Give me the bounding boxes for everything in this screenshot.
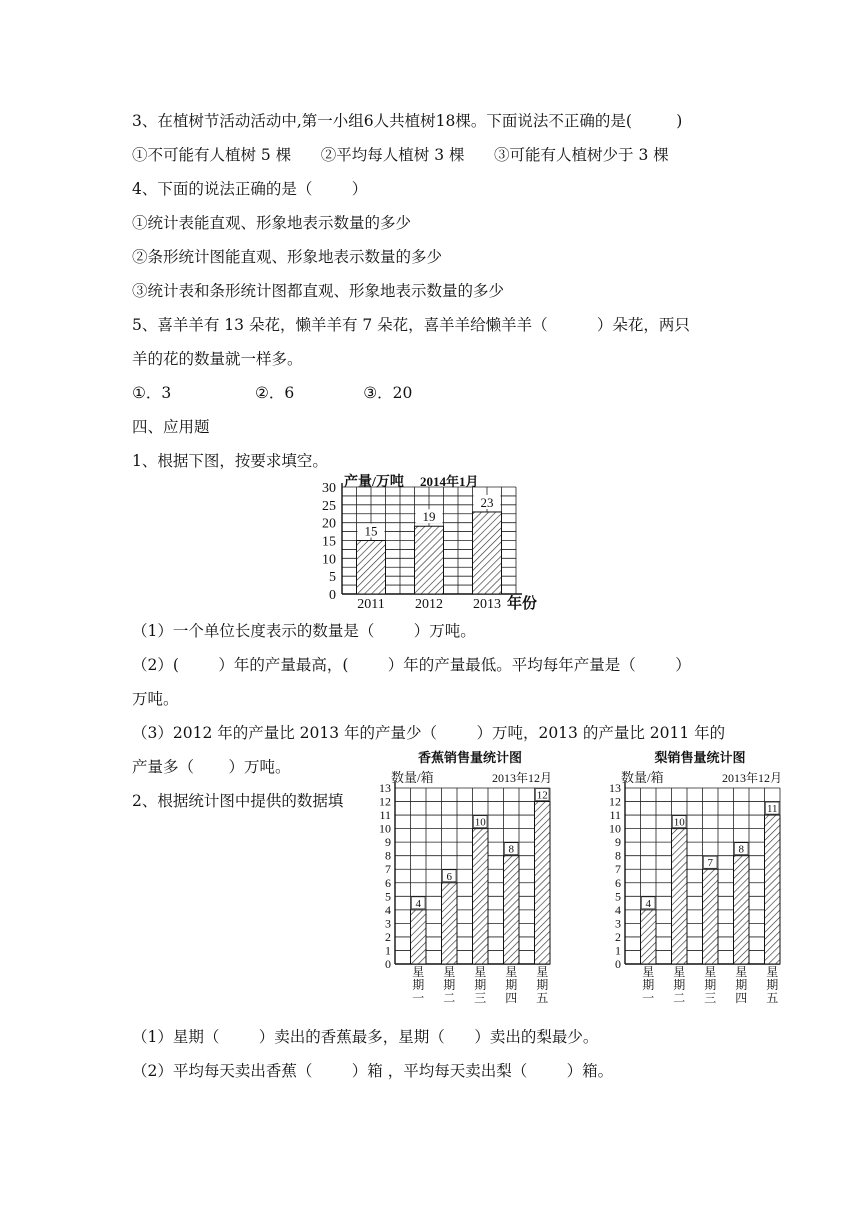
y-tick-label: 4 (615, 902, 621, 917)
banana-sales-chart (365, 748, 585, 1018)
y-axis-label: 数量/箱 (391, 770, 434, 785)
x-tick-label: 2012 (415, 597, 443, 612)
y-tick-label: 11 (609, 808, 621, 823)
bar (672, 829, 688, 964)
y-tick-label: 6 (615, 875, 621, 890)
app1-question-3-line-1: （3）2012 年的产量比 2013 年的产量少（ ）万吨，2013 的产量比 2011 年的 (132, 724, 726, 742)
x-tick-label: 星期一 (642, 965, 655, 1005)
bar (357, 541, 386, 595)
app1-stem: 1、根据下图，按要求填空。 (132, 452, 328, 470)
bar (765, 815, 781, 964)
y-tick-label: 6 (385, 875, 391, 890)
y-tick-label: 8 (385, 848, 391, 863)
y-tick-label: 0 (329, 588, 336, 603)
y-tick-label: 5 (615, 889, 621, 904)
q3-stem: 3、在植树节活动活动中,第一小组6人共植树18棵。下面说法不正确的是( ) (132, 112, 683, 130)
data-label: 6 (446, 870, 452, 883)
x-tick-label: 星期四 (735, 965, 748, 1005)
q4-option-3: ③统计表和条形统计图都直观、形象地表示数量的多少 (132, 282, 505, 300)
x-tick-label: 星期三 (704, 965, 717, 1005)
x-tick-label: 2013 (473, 597, 501, 612)
bar (504, 856, 520, 964)
bar (641, 910, 657, 964)
production-bar-chart (300, 474, 540, 614)
bar (415, 526, 444, 594)
y-tick-label: 7 (385, 862, 391, 877)
x-tick-label: 星期三 (474, 965, 487, 1005)
y-tick-label: 10 (322, 552, 336, 568)
y-axis-label: 数量/箱 (621, 770, 664, 785)
y-tick-label: 1 (385, 943, 391, 958)
bar (442, 883, 458, 964)
chart-title: 梨销售量统计图 (654, 750, 746, 765)
y-tick-label: 5 (385, 889, 391, 904)
x-tick-label: 星期五 (766, 965, 779, 1005)
chart-date: 2013年12月 (491, 771, 552, 785)
x-tick-label: 2011 (357, 597, 385, 612)
q3-options: ①不可能有人植树 5 棵 ②平均每人植树 3 棵 ③可能有人植树少于 3 棵 (132, 146, 669, 164)
pear-sales-chart (595, 748, 815, 1018)
bar (473, 829, 489, 964)
y-tick-label: 4 (385, 902, 391, 917)
data-label: 4 (645, 897, 651, 910)
data-label: 12 (536, 789, 548, 802)
y-tick-label: 8 (615, 848, 621, 863)
y-tick-label: 15 (322, 534, 336, 550)
data-label: 10 (673, 816, 685, 829)
y-tick-label: 20 (322, 516, 336, 532)
y-tick-label: 30 (322, 481, 336, 496)
app2-question-2: （2）平均每天卖出香蕉（ ）箱 ，平均每天卖出梨（ ）箱。 (132, 1062, 614, 1080)
q5-stem-line-2: 羊的花的数量就一样多。 (132, 350, 303, 368)
y-tick-label: 10 (609, 821, 621, 836)
y-tick-label: 13 (379, 781, 391, 795)
y-tick-label: 9 (615, 835, 621, 850)
bar (411, 910, 427, 964)
x-tick-label: 星期五 (536, 965, 549, 1005)
x-tick-label: 星期一 (412, 965, 425, 1005)
y-tick-label: 0 (385, 957, 391, 971)
app1-question-2-line-1: （2）( ）年的产量最高，( ）年的产量最低。平均每年产量是（ ） (132, 656, 691, 674)
y-tick-label: 25 (322, 498, 336, 514)
y-tick-label: 12 (379, 794, 391, 809)
y-tick-label: 11 (379, 808, 391, 823)
app2-stem: 2、根据统计图中提供的数据填 (132, 792, 344, 810)
q4-option-1: ①统计表能直观、形象地表示数量的多少 (132, 214, 412, 232)
q5-options: ①．3 ②．6 ③．20 (132, 384, 413, 402)
x-tick-label: 星期四 (505, 965, 518, 1005)
y-tick-label: 7 (615, 862, 621, 877)
data-label: 15 (364, 523, 378, 539)
y-tick-label: 13 (609, 781, 621, 795)
y-tick-label: 3 (385, 916, 391, 931)
y-tick-label: 12 (609, 794, 621, 809)
chart-date: 2013年12月 (721, 771, 782, 785)
y-tick-label: 9 (385, 835, 391, 850)
bar (703, 869, 719, 964)
data-label: 23 (480, 494, 494, 510)
data-label: 4 (415, 897, 421, 910)
q4-stem: 4、下面的说法正确的是（ ） (132, 180, 368, 198)
data-label: 7 (707, 857, 713, 870)
bar (734, 856, 750, 964)
app1-question-1: （1）一个单位长度表示的数量是（ ）万吨。 (132, 622, 476, 640)
y-axis-label: 产量/万吨 (344, 475, 404, 490)
x-axis-label: 年份 (507, 596, 538, 612)
app2-question-1: （1）星期（ ）卖出的香蕉最多，星期（ ）卖出的梨最少。 (132, 1028, 599, 1046)
y-tick-label: 0 (615, 957, 621, 971)
app1-question-2-line-2: 万吨。 (132, 690, 179, 708)
y-tick-label: 2 (385, 929, 391, 944)
y-tick-label: 2 (615, 929, 621, 944)
data-label: 11 (766, 803, 778, 816)
x-tick-label: 星期二 (673, 965, 686, 1005)
data-label: 8 (508, 843, 514, 856)
section-title: 四、应用题 (132, 418, 210, 436)
y-tick-label: 5 (329, 570, 336, 586)
q4-option-2: ②条形统计图能直观、形象地表示数量的多少 (132, 248, 443, 266)
y-tick-label: 10 (379, 821, 391, 836)
data-label: 10 (474, 816, 486, 829)
chart-title: 香蕉销售量统计图 (417, 750, 523, 765)
data-label: 19 (422, 509, 436, 525)
bar (535, 802, 551, 964)
q5-stem-line-1: 5、喜羊羊有 13 朵花，懒羊羊有 7 朵花，喜羊羊给懒羊羊（ ）朵花，两只 (132, 316, 690, 334)
bar (473, 512, 502, 594)
y-tick-label: 3 (615, 916, 621, 931)
data-label: 8 (738, 843, 744, 856)
app1-question-3-line-2: 产量多（ ）万吨。 (132, 758, 291, 776)
y-tick-label: 1 (615, 943, 621, 958)
x-tick-label: 星期二 (443, 965, 456, 1005)
chart-date: 2014年1月 (420, 474, 479, 489)
